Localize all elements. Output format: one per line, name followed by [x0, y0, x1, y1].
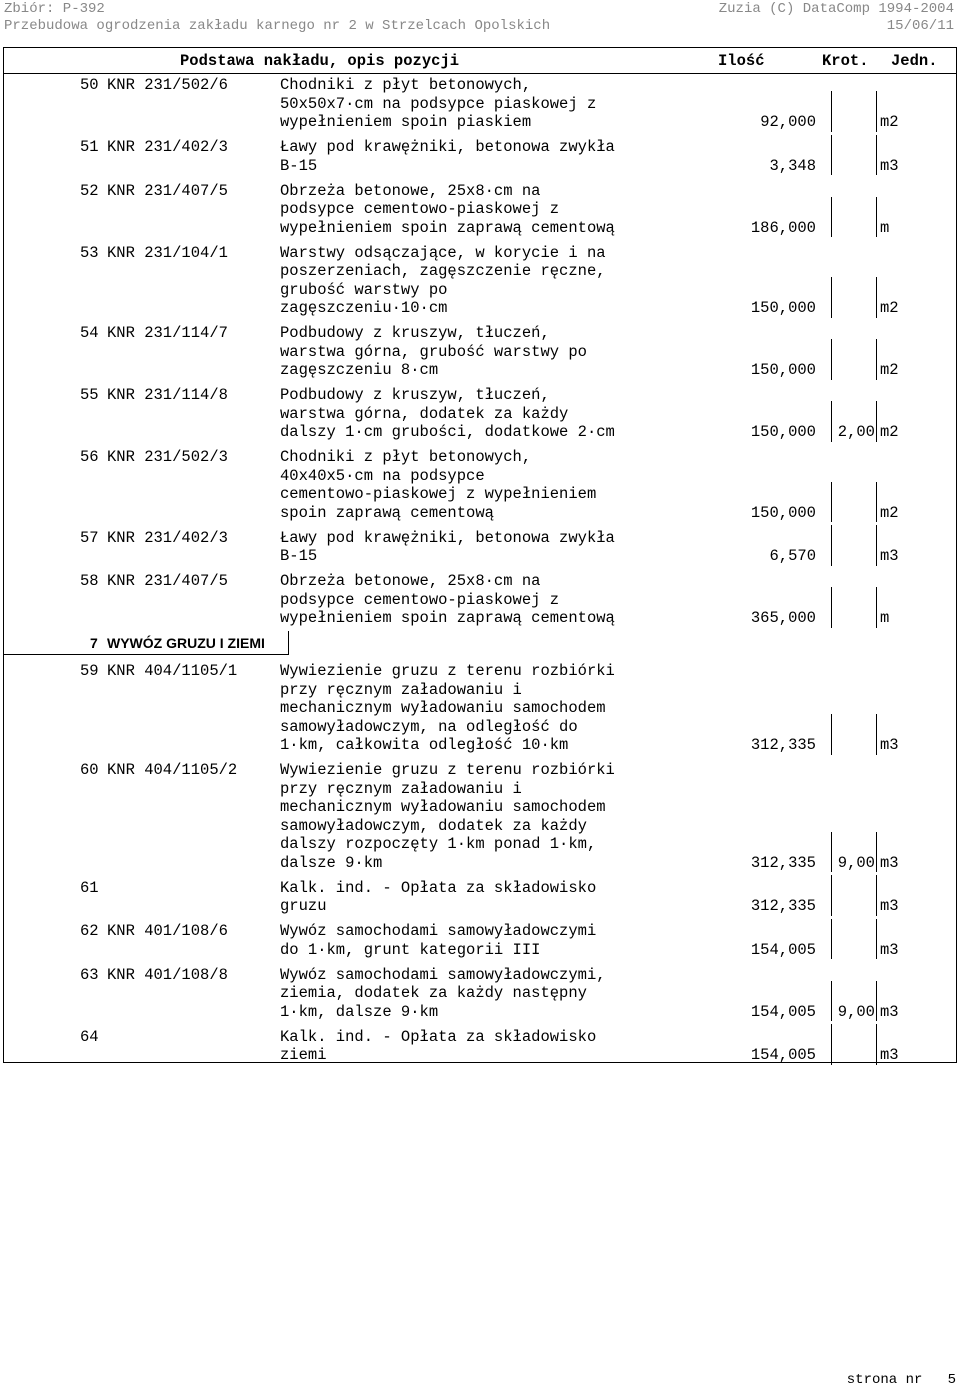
row-quantity: 150,000 — [750, 423, 816, 441]
description-line: zagęszczeniu·10·cm — [280, 299, 448, 317]
row-unit: m3 — [880, 736, 899, 754]
table-row — [4, 572, 956, 628]
column-divider — [876, 1024, 877, 1065]
row-quantity: 3,348 — [769, 156, 816, 175]
description-line: Obrzeża betonowe, 25x8·cm na — [280, 181, 541, 200]
row-description — [280, 529, 615, 566]
row-code: KNR 231/104/1 — [107, 243, 228, 262]
row-multiplier: 9,00 — [837, 853, 875, 872]
description-line: Wywiezienie gruzu z terenu rozbiórki — [280, 662, 615, 680]
description-line: poszerzeniach, zagęszczenie ręczne, — [280, 262, 606, 280]
row-number: 61 — [80, 878, 99, 897]
column-divider — [831, 525, 832, 566]
description-line: Warstwy odsączające, w korycie i na — [280, 243, 606, 262]
table-row — [4, 529, 956, 566]
row-quantity: 365,000 — [750, 609, 816, 627]
row-multiplier: 9,00 — [837, 1002, 875, 1021]
row-description — [280, 966, 606, 1022]
description-line: dalszy 1·cm grubości, dodatkowe 2·cm — [280, 423, 615, 441]
column-divider — [831, 981, 832, 1022]
table-row — [4, 138, 956, 175]
row-code: KNR 231/502/3 — [107, 448, 228, 466]
table-row — [4, 386, 956, 442]
table-row — [4, 922, 956, 959]
section-header — [4, 631, 289, 655]
table-row — [4, 879, 956, 916]
column-divider — [876, 197, 877, 238]
row-quantity: 312,335 — [750, 736, 816, 754]
table-row — [4, 662, 956, 755]
column-divider — [831, 919, 832, 960]
column-divider — [876, 875, 877, 916]
row-description — [280, 244, 606, 318]
description-line: cementowo-piaskowej z wypełnieniem — [280, 485, 597, 503]
row-unit: m — [880, 218, 890, 237]
description-line: samowyładowczym, na odległość do — [280, 717, 578, 736]
row-quantity: 186,000 — [750, 218, 816, 237]
description-line: Podbudowy z kruszyw, tłuczeń, — [280, 386, 550, 404]
row-unit: m2 — [880, 423, 899, 441]
description-line: Kalk. ind. - Opłata za składowisko — [280, 1027, 597, 1046]
row-description — [280, 761, 615, 872]
column-divider — [876, 919, 877, 960]
cost-table — [3, 47, 957, 1063]
column-divider — [831, 135, 832, 176]
collection-label: Zbiór: P-392 — [4, 1, 105, 17]
row-number: 63 — [80, 965, 99, 984]
column-divider — [831, 401, 832, 442]
section-number: 7 — [90, 635, 98, 651]
row-description — [280, 922, 596, 959]
row-unit: m2 — [880, 503, 899, 522]
row-description — [280, 76, 596, 132]
table-row — [4, 966, 956, 1022]
description-line: mechanicznym wyładowaniu samochodem — [280, 798, 606, 816]
col-unit-header: Jedn. — [891, 52, 938, 70]
description-line: Obrzeża betonowe, 25x8·cm na — [280, 572, 541, 590]
description-line: podsypce cementowo-piaskowej z — [280, 200, 560, 218]
column-divider — [876, 277, 877, 318]
row-code: KNR 401/108/8 — [107, 965, 228, 984]
row-code: KNR 231/407/5 — [107, 572, 228, 590]
column-divider — [831, 339, 832, 380]
row-number: 55 — [80, 386, 99, 404]
description-line: B-15 — [280, 156, 318, 175]
description-line: dalszy rozpoczęty 1·km ponad 1·km, — [280, 835, 597, 853]
description-line: 50x50x7·cm na podsypce piaskowej z — [280, 94, 597, 113]
row-unit: m2 — [880, 113, 899, 131]
row-code: KNR 231/114/8 — [107, 386, 228, 404]
description-line: Ławy pod krawężniki, betonowa zwykła — [280, 138, 615, 156]
row-number: 51 — [80, 138, 99, 156]
description-line: przy ręcznym załadowaniu i — [280, 779, 522, 798]
row-code: KNR 231/114/7 — [107, 324, 228, 342]
row-quantity: 312,335 — [750, 897, 816, 915]
column-divider — [831, 875, 832, 916]
description-line: warstwa górna, dodatek za każdy — [280, 404, 569, 423]
description-line: 1·km, całkowita odległość 10·km — [280, 736, 569, 754]
description-line: grubość warstwy po — [280, 280, 448, 299]
row-unit: m — [880, 609, 890, 627]
description-line: 40x40x5·cm na podsypce — [280, 466, 485, 485]
column-divider — [876, 401, 877, 442]
column-divider — [831, 1024, 832, 1065]
row-description — [280, 386, 615, 442]
table-header — [4, 48, 956, 74]
row-number: 54 — [80, 324, 99, 342]
column-divider — [876, 981, 877, 1022]
row-quantity: 150,000 — [750, 361, 816, 379]
row-unit: m3 — [880, 853, 899, 872]
row-code: KNR 231/402/3 — [107, 528, 228, 547]
table-row — [4, 448, 956, 522]
column-divider — [876, 482, 877, 523]
row-number: 58 — [80, 572, 99, 590]
row-number: 64 — [80, 1027, 99, 1046]
col-desc-header: Podstawa nakładu, opis pozycji — [180, 52, 460, 70]
row-unit: m3 — [880, 1046, 899, 1064]
column-divider — [831, 587, 832, 628]
row-description — [280, 572, 615, 628]
description-line: Chodniki z płyt betonowych, — [280, 76, 532, 94]
row-quantity: 154,005 — [750, 1002, 816, 1021]
row-code: KNR 401/108/6 — [107, 922, 228, 940]
description-line: Podbudowy z kruszyw, tłuczeń, — [280, 324, 550, 342]
description-line: wypełnieniem spoin piaskiem — [280, 113, 532, 131]
column-divider — [831, 832, 832, 873]
column-divider — [831, 197, 832, 238]
row-quantity: 150,000 — [750, 503, 816, 522]
description-line: spoin zaprawą cementową — [280, 503, 494, 522]
table-row — [4, 182, 956, 238]
column-divider — [876, 525, 877, 566]
column-divider — [876, 587, 877, 628]
project-title: Przebudowa ogrodzenia zakładu karnego nr 2 w Strzelcach Opolskich — [4, 18, 551, 34]
column-divider — [876, 91, 877, 132]
column-divider — [831, 482, 832, 523]
description-line: samowyładowczym, dodatek za każdy — [280, 816, 587, 835]
column-divider — [876, 339, 877, 380]
description-line: ziemia, dodatek za każdy następny — [280, 984, 587, 1002]
description-line: zagęszczeniu 8·cm — [280, 361, 439, 379]
description-line: ziemi — [280, 1046, 327, 1064]
row-number: 52 — [80, 181, 99, 200]
row-code: KNR 404/1105/2 — [107, 761, 238, 779]
col-times-header: Krot. — [822, 52, 869, 70]
description-line: do 1·km, grunt kategorii III — [280, 940, 541, 959]
table-row — [4, 244, 956, 318]
column-divider — [876, 714, 877, 755]
table-row — [4, 76, 956, 132]
description-line: Wywiezienie gruzu z terenu rozbiórki — [280, 761, 615, 779]
column-divider — [831, 277, 832, 318]
row-unit: m2 — [880, 299, 899, 317]
description-line: wypełnieniem spoin zaprawą cementową — [280, 218, 615, 237]
row-code: KNR 231/402/3 — [107, 138, 228, 156]
description-line: Kalk. ind. - Opłata za składowisko — [280, 878, 597, 897]
table-row — [4, 761, 956, 872]
row-number: 56 — [80, 448, 99, 466]
row-unit: m3 — [880, 547, 899, 565]
description-line: warstwa górna, grubość warstwy po — [280, 342, 587, 361]
col-qty-header: Ilość — [718, 52, 765, 70]
row-number: 60 — [80, 761, 99, 779]
table-row — [4, 324, 956, 380]
description-line: 1·km, dalsze 9·km — [280, 1002, 439, 1021]
row-description — [280, 879, 596, 916]
row-description — [280, 448, 596, 522]
row-number: 62 — [80, 922, 99, 940]
description-line: Wywóz samochodami samowyładowczymi, — [280, 965, 606, 984]
row-quantity: 6,570 — [769, 547, 816, 565]
column-divider — [831, 714, 832, 755]
row-unit: m3 — [880, 940, 899, 959]
row-description — [280, 324, 587, 380]
description-line: Ławy pod krawężniki, betonowa zwykła — [280, 528, 615, 547]
row-description — [280, 138, 615, 175]
row-quantity: 154,005 — [750, 940, 816, 959]
row-description — [280, 1028, 596, 1065]
row-number: 50 — [80, 76, 99, 94]
row-description — [280, 662, 615, 755]
description-line: B-15 — [280, 547, 318, 565]
row-quantity: 150,000 — [750, 299, 816, 317]
column-divider — [876, 832, 877, 873]
row-unit: m3 — [880, 897, 899, 915]
row-unit: m3 — [880, 156, 899, 175]
row-code: KNR 404/1105/1 — [107, 662, 238, 680]
description-line: podsypce cementowo-piaskowej z — [280, 590, 560, 609]
description-line: wypełnieniem spoin zaprawą cementową — [280, 609, 615, 627]
description-line: mechanicznym wyładowaniu samochodem — [280, 699, 606, 717]
row-quantity: 154,005 — [750, 1046, 816, 1064]
description-line: Chodniki z płyt betonowych, — [280, 448, 532, 466]
row-multiplier: 2,00 — [837, 423, 875, 441]
row-number: 53 — [80, 243, 99, 262]
row-number: 59 — [80, 662, 99, 680]
row-quantity: 312,335 — [750, 853, 816, 872]
row-code: KNR 231/407/5 — [107, 181, 228, 200]
table-row — [4, 1028, 956, 1065]
software-label: Zuzia (C) DataComp 1994-2004 — [718, 1, 954, 17]
row-number: 57 — [80, 528, 99, 547]
column-divider — [876, 135, 877, 176]
page-number: strona nr 5 — [846, 1372, 956, 1388]
row-unit: m3 — [880, 1002, 899, 1021]
description-line: przy ręcznym załadowaniu i — [280, 680, 522, 699]
row-description — [280, 182, 615, 238]
section-title: WYWÓZ GRUZU I ZIEMI — [107, 635, 265, 651]
date-label: 15/06/11 — [886, 18, 954, 34]
row-code: KNR 231/502/6 — [107, 76, 228, 94]
column-divider — [831, 91, 832, 132]
row-quantity: 92,000 — [760, 113, 816, 131]
description-line: dalsze 9·km — [280, 853, 383, 872]
description-line: Wywóz samochodami samowyładowczymi — [280, 922, 597, 940]
row-unit: m2 — [880, 361, 899, 379]
description-line: gruzu — [280, 897, 327, 915]
